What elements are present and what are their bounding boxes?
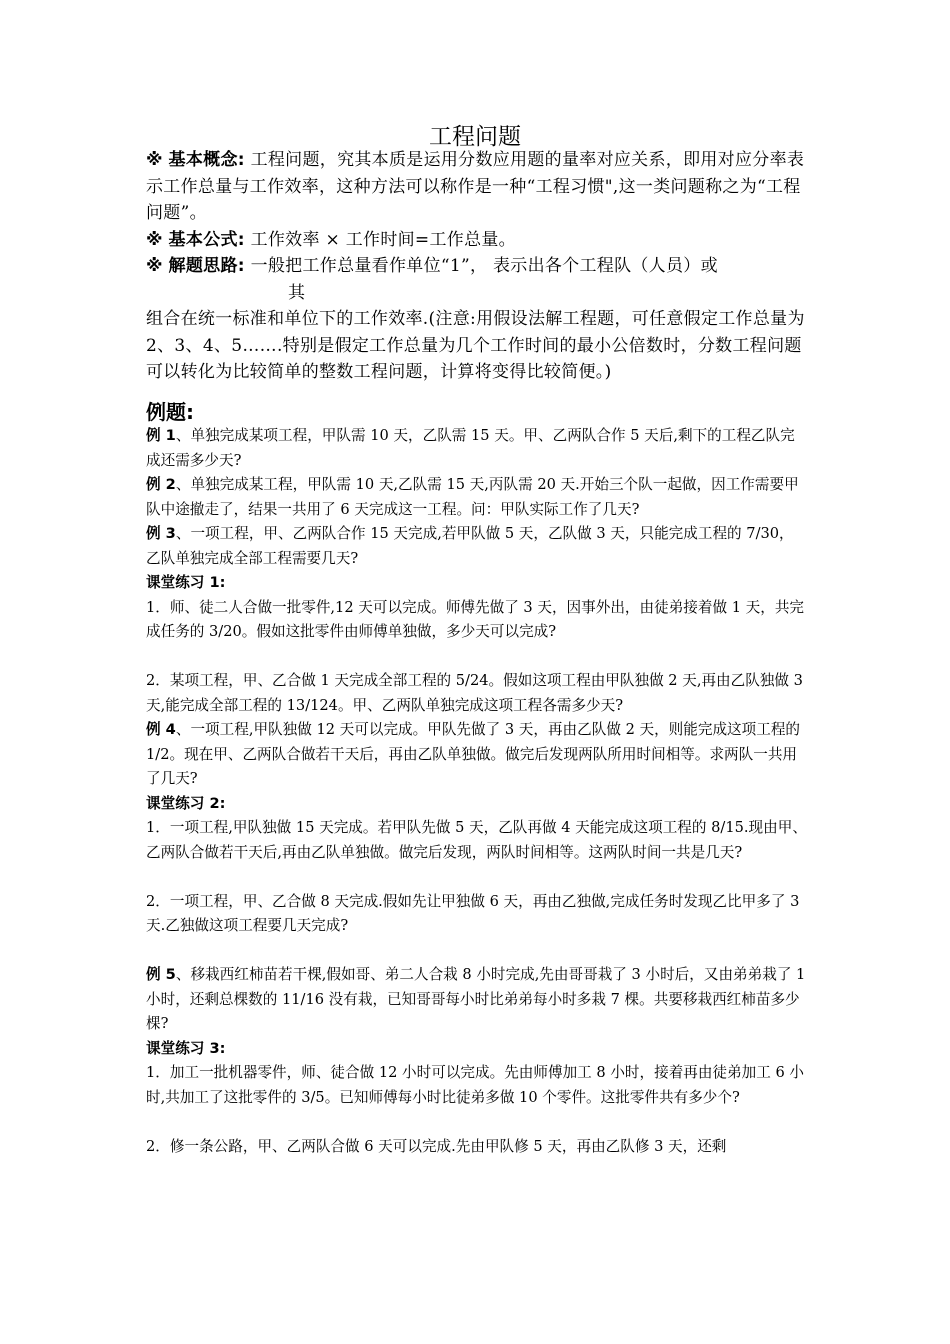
example-paragraph bbox=[146, 522, 808, 571]
example-paragraph bbox=[146, 424, 808, 473]
approach-label: 解题思路: bbox=[168, 256, 245, 276]
example-paragraph bbox=[146, 963, 808, 1037]
exercise-paragraph: 1．一项工程,甲队独做 15 天完成。若甲队先做 5 天，乙队再做 4 天能完成这项工程的 8/15.现由甲、乙两队合做若干天后,再由乙队单独做。做完后发现，两队时间相等。这两队时间一共是几天? bbox=[146, 819, 807, 861]
exercise-paragraph: 1．加工一批机器零件，师、徒合做 12 小时可以完成。先由师傅加工 8 小时，接着再由徒弟加工 6 小时,共加工了这批零件的 3/5。已知师傅每小时比徒弟多做 10 个零件。这批零件共有多少个? bbox=[146, 1064, 805, 1106]
example-label: 例 1 bbox=[146, 427, 176, 444]
page-title: 工程问题 bbox=[429, 124, 521, 150]
formula-paragraph bbox=[146, 227, 808, 254]
concept-label: 基本概念: bbox=[168, 150, 245, 170]
exercise-paragraph: 1．师、徒二人合做一批零件,12 天可以完成。师傅先做了 3 天，因事外出，由徒弟接着做 1 天，共完成任务的 3/20。假如这批零件由师傅单独做，多少天可以完成? bbox=[146, 598, 805, 640]
approach-mark: ※ bbox=[146, 256, 163, 276]
example-text: 、一项工程，甲、乙两队合作 15 天完成,若甲队做 5 天，乙队做 3 天，只能完成工程的 7/30，乙队单独完成全部工程需要几天? bbox=[146, 525, 794, 567]
blank-line bbox=[146, 939, 808, 964]
approach-paragraph bbox=[146, 253, 808, 280]
approach-paragraph-2: 组合在统一标准和单位下的工作效率.(注意:用假设法解工程题，可任意假定工作总量为 2、3、4、5…….特别是假定工作总量为几个工作时间的最小公倍数时，分数工程问题可以转化为比较简单的整数工程问题，计算将变得比较简便。) bbox=[146, 309, 805, 382]
approach-text-1: 一般把工作总量看作单位“1”， 表示出各个工程队（人员）或 bbox=[250, 256, 718, 276]
example-text: 、单独完成某项工程，甲队需 10 天，乙队需 15 天。甲、乙两队合作 5 天后,剩下的工程乙队完成还需多少天? bbox=[146, 427, 795, 469]
example-text: 、一项工程,甲队独做 12 天可以完成。甲队先做了 3 天，再由乙队做 2 天，则能完成这项工程的 1/2。现在甲、乙两队合做若干天后，再由乙队单独做。做完后发现两队所用时间相等。求两队一共用了几天? bbox=[146, 721, 801, 787]
examples-heading: 例题: bbox=[146, 400, 194, 424]
concept-text: 工程问题，究其本质是运用分数应用题的量率对应关系，即用对应分率表示工作总量与工作效率，这种方法可以称作是一种“工程习惯",这一类问题称之为“工程问题”。 bbox=[146, 150, 805, 223]
blank-line bbox=[146, 1110, 808, 1135]
exercise-paragraph: 2．某项工程，甲、乙合做 1 天完成全部工程的 5/24。假如这项工程由甲队独做 2 天,再由乙队独做 3 天,能完成全部工程的 13/124。甲、乙两队单独完成这项工程各需多少天? bbox=[146, 672, 803, 714]
example-paragraph bbox=[146, 718, 808, 792]
intro-section bbox=[146, 147, 808, 386]
example-text: 、移栽西红柿苗若干棵,假如哥、弟二人合栽 8 小时完成,先由哥哥栽了 3 小时后，又由弟弟栽了 1 小时，还剩总棵数的 11/16 没有栽，已知哥哥每小时比弟弟每小时多栽 7 棵。共要移栽西红柿苗多少棵? bbox=[146, 966, 806, 1032]
exercise-paragraph: 2．一项工程，甲、乙合做 8 天完成.假如先让甲独做 6 天，再由乙独做,完成任务时发现乙比甲多了 3 天.乙独做这项工程要几天完成? bbox=[146, 892, 800, 934]
approach-continuation: 其 bbox=[288, 282, 306, 303]
example-label: 例 5 bbox=[146, 966, 176, 983]
formula-mark: ※ bbox=[146, 229, 163, 250]
example-text: 、单独完成某工程，甲队需 10 天,乙队需 15 天,丙队需 20 天.开始三个队一起做，因工作需要甲队中途撤走了，结果一共用了 6 天完成这一工程。问：甲队实际工作了几天? bbox=[146, 476, 799, 518]
practice-heading: 课堂练习 1: bbox=[146, 574, 226, 591]
formula-label: 基本公式: bbox=[168, 229, 245, 250]
example-label: 例 2 bbox=[146, 476, 176, 493]
practice-heading: 课堂练习 3: bbox=[146, 1039, 226, 1057]
examples-list bbox=[146, 424, 808, 1159]
exercise-paragraph: 2．修一条公路，甲、乙两队合做 6 天可以完成.先由甲队修 5 天，再由乙队修 3 天，还剩 bbox=[146, 1137, 727, 1155]
example-paragraph bbox=[146, 473, 808, 522]
concept-mark: ※ bbox=[146, 150, 163, 170]
example-label: 例 3 bbox=[146, 525, 176, 542]
example-label: 例 4 bbox=[146, 721, 176, 738]
formula-text: 工作效率 × 工作时间=工作总量。 bbox=[250, 229, 516, 250]
blank-line bbox=[146, 865, 808, 890]
blank-line bbox=[146, 645, 808, 670]
concept-paragraph bbox=[146, 147, 808, 227]
practice-heading: 课堂练习 2: bbox=[146, 794, 226, 812]
